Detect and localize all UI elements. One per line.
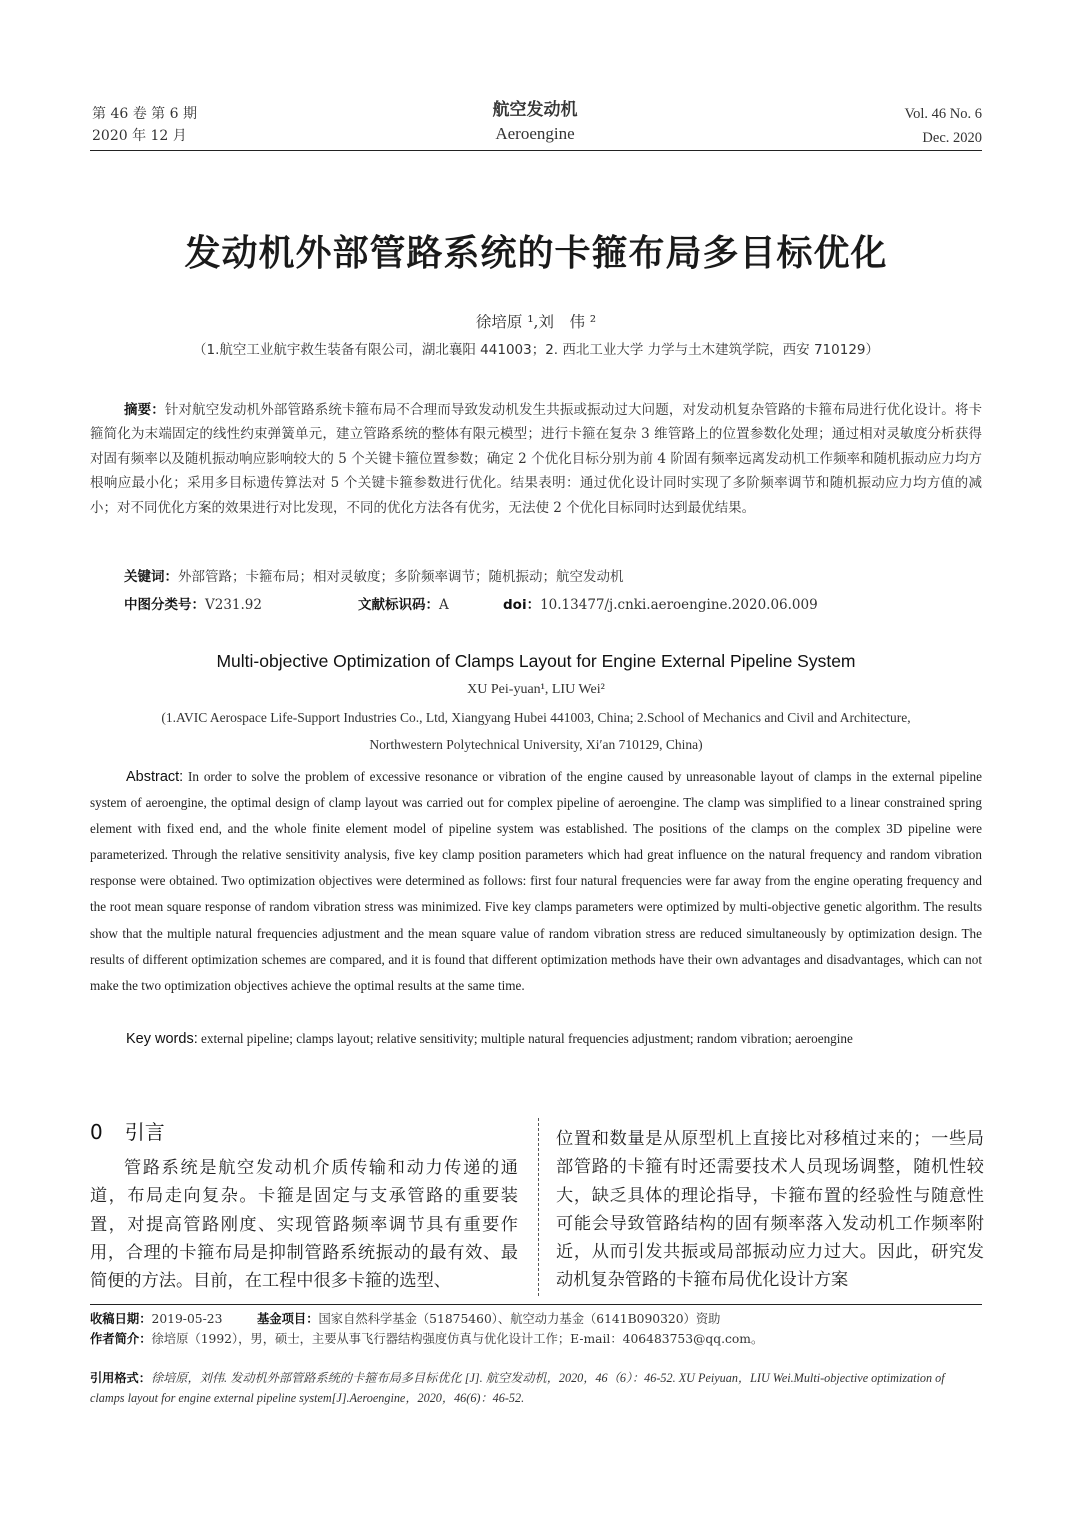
column-divider xyxy=(538,1118,539,1296)
journal-name-zh: 航空发动机 xyxy=(492,100,578,120)
doi-value[interactable]: 10.13477/j.cnki.aeroengine.2020.06.009 xyxy=(540,597,818,613)
affiliation-zh: （1.航空工业航宇救生装备有限公司，湖北襄阳 441003；2. 西北工业大学 力学与土木建筑学院，西安 710129） xyxy=(193,342,879,358)
article-title-en: Multi-objective Optimization of Clamps Layout for Engine External Pipeline System xyxy=(216,651,856,671)
issue-date: 2020 年 12 月 xyxy=(92,128,187,144)
article-title-zh: 发动机外部管路系统的卡箍布局多目标优化 xyxy=(184,233,888,274)
affiliation-en-line2: Northwestern Polytechnical University, Xi′an 710129, China) xyxy=(369,737,703,752)
doi xyxy=(503,593,818,613)
body-column-left: 管路系统是航空发动机介质传输和动力传递的通道，布局走向复杂。卡箍是固定与支承管路的重要装置，对提高管路刚度、实现管路频率调节具有重要作用，合理的卡箍布局是抑制管路系统振动的最有效、最简便的方法。目前，在工程中很多卡箍的选型、 xyxy=(90,1158,518,1292)
journal-name-en: Aeroengine xyxy=(495,124,575,143)
author-bio-label: 作者简介： xyxy=(90,1332,152,1346)
keywords-zh-text: 外部管路；卡箍布局；相对灵敏度；多阶频率调节；随机振动；航空发动机 xyxy=(178,569,624,585)
keywords-zh-label: 关键词： xyxy=(124,569,178,585)
volume-issue: 第 46 卷 第 6 期 xyxy=(92,106,197,122)
author-bio xyxy=(90,1329,763,1349)
author-bio-value: 徐培原（1992），男，硕士，主要从事飞行器结构强度仿真与优化设计工作；E-mail：406483753@qq.com。 xyxy=(151,1332,764,1346)
abstract-zh-label: 摘要： xyxy=(124,402,165,418)
citation-text: 徐培原，刘伟. 发动机外部管路系统的卡箍布局多目标优化 [J]. 航空发动机，2020，46（6）：46-52. XU Peiyuan，LIU Wei.Multi-objective optimization of clamps layout for engine external pipeline system[J].Aeroengine，2020，46(6)：46-52. xyxy=(90,1371,945,1405)
header-rule xyxy=(90,150,982,151)
body-column-right: 位置和数量是从原型机上直接比对移植过来的；一些局部管路的卡箍有时还需要技术人员现场调整，随机性较大，缺乏具体的理论指导，卡箍布置的经验性与随意性可能会导致管路结构的固有频率落入发动机工作频率附近，从而引发共振或局部振动应力过大。因此，研究发动机复杂管路的卡箍布局优化设计方案 xyxy=(556,1129,984,1291)
clc-label: 中图分类号： xyxy=(124,597,205,613)
section-title: 引言 xyxy=(124,1120,165,1144)
abstract-zh xyxy=(90,398,982,520)
funding-value: 国家自然科学基金（51875460）、航空动力基金（6141B090320）资助 xyxy=(318,1312,721,1326)
authors-zh: 徐培原 ¹,刘 伟 ² xyxy=(475,313,597,331)
abstract-en xyxy=(90,764,982,999)
funding xyxy=(257,1309,720,1329)
section-number: 0 xyxy=(90,1120,103,1144)
keywords-en-text: external pipeline; clamps layout; relative sensitivity; multiple natural frequencies adjustment; random vibration; aeroengine xyxy=(201,1031,853,1046)
affiliation-en-line1: (1.AVIC Aerospace Life-Support Industries Co., Ltd, Xiangyang Hubei 441003, China; 2.School of Mechanics and Civil and Architecture, xyxy=(161,710,911,725)
received-date xyxy=(90,1309,222,1329)
footnote-rule xyxy=(90,1304,982,1305)
keywords-en xyxy=(90,1026,982,1052)
keywords-zh xyxy=(124,565,624,585)
abstract-en-text: In order to solve the problem of excessive resonance or vibration of the engine caused by unreasonable layout of clamps in the external pipeline system of aeroengine, the optimal design of clamp layout was carried out for complex pipeline of aeroengine. The clamp was simplified to a linear constrained spring element with fixed end, and the whole finite element model of pipeline system was established. The positions of the clamps on the complex 3D pipeline were parameterized. Through the relative sensitivity analysis, five key clamp position parameters which had great influence on the natural frequency and random vibration response were obtained. Two optimization objectives were determined as follows: first four natural frequencies were far away from the engine operating frequency and the root mean square response of random vibration stress was minimized. Five key clamps parameters were optimized by multi-objective genetic algorithm. The results show that the multiple natural frequencies adjustment and the mean square value of random vibration stress are reduced simultaneously by optimization design. The results of different optimization schemes are compared, and it is found that different optimization methods have their own advantages and disadvantages, which can not make the two optimization objectives achieve the optimal results at the same time. xyxy=(90,769,982,993)
doc-code-label: 文献标识码： xyxy=(358,597,439,613)
issue-date-en: Dec. 2020 xyxy=(922,130,982,146)
received-label: 收稿日期： xyxy=(90,1312,152,1326)
section-heading xyxy=(90,1116,165,1145)
authors-en: XU Pei-yuan¹, LIU Wei² xyxy=(467,682,605,697)
doi-label: doi： xyxy=(503,597,541,613)
clc-number xyxy=(124,593,262,613)
abstract-zh-text: 针对航空发动机外部管路系统卡箍布局不合理而导致发动机发生共振或振动过大问题，对发动机复杂管路的卡箍布局进行优化设计。将卡箍简化为末端固定的线性约束弹簧单元，建立管路系统的整体有限元模型；进行卡箍在复杂 3 维管路上的位置参数化处理；通过相对灵敏度分析获得对固有频率以及随机振动响应影响较大的 5 个关键卡箍位置参数；确定 2 个优化目标分别为前 4 阶固有频率远离发动机工作频率和随机振动应力均方根响应最小化；采用多目标遗传算法对 5 个关键卡箍参数进行优化。结果表明：通过优化设计同时实现了多阶频率调节和随机振动应力均方值的减小；对不同优化方案的效果进行对比发现，不同的优化方法各有优劣，无法使 2 个优化目标同时达到最优结果。 xyxy=(90,402,983,516)
received-value: 2019-05-23 xyxy=(151,1312,223,1326)
volume-issue-en: Vol. 46 No. 6 xyxy=(904,106,982,122)
funding-label: 基金项目： xyxy=(257,1312,319,1326)
citation xyxy=(90,1368,982,1408)
document-code xyxy=(358,593,449,613)
clc-value: V231.92 xyxy=(205,597,262,613)
keywords-en-label: Key words: xyxy=(126,1031,198,1047)
citation-label: 引用格式： xyxy=(90,1371,151,1385)
doc-code-value: A xyxy=(439,597,449,613)
abstract-en-label: Abstract: xyxy=(126,769,184,785)
